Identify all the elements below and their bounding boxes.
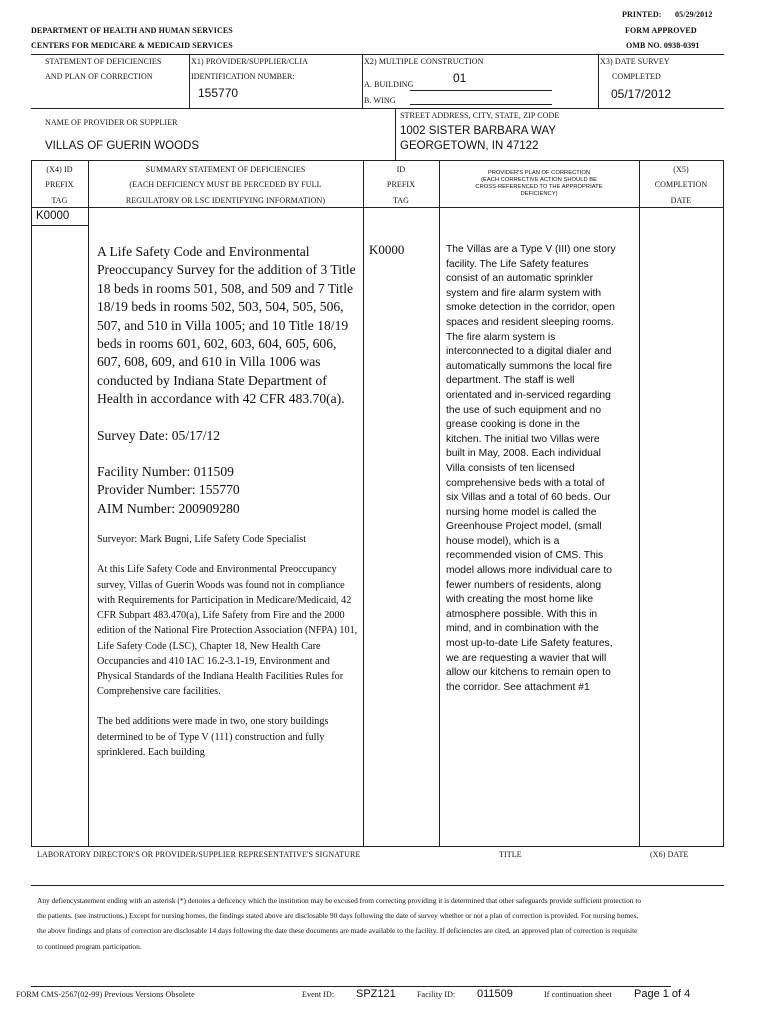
- form-approved: FORM APPROVED: [625, 26, 697, 35]
- page-number: Page 1 of 4: [634, 988, 691, 1000]
- continuation-label: If continuation sheet: [544, 990, 612, 999]
- aim-number: AIM Number: 200909280: [97, 500, 240, 516]
- address-line-1: 1002 SISTER BARBARA WAY: [400, 125, 556, 137]
- statement-label-1: STATEMENT OF DEFICIENCIES: [45, 57, 162, 66]
- summary-header-3: REGULATORY OR LSC IDENTIFYING INFORMATION): [125, 196, 326, 205]
- x5-header-3: DATE: [670, 196, 692, 205]
- x1-label-2: IDENTIFICATION NUMBER:: [191, 72, 295, 81]
- signature-label: LABORATORY DIRECTOR'S OR PROVIDER/SUPPLIER REPRESENTATIVE'S SIGNATURE: [37, 850, 361, 859]
- provider-name-value: VILLAS OF GUERIN WOODS: [45, 140, 199, 152]
- omb-number: OMB NO. 0938-0391: [626, 41, 700, 50]
- x3-label-1: X3) DATE SURVEY: [600, 57, 670, 66]
- address-line-2: GEORGETOWN, IN 47122: [400, 140, 539, 152]
- form-number: FORM CMS-2567(02-99) Previous Versions Obsolete: [16, 990, 195, 999]
- provider-number: Provider Number: 155770: [97, 482, 240, 498]
- summary-statement: [97, 243, 359, 760]
- x4-header-2: PREFIX: [45, 180, 74, 189]
- event-id-value: SPZ121: [356, 988, 396, 1000]
- address-label: STREET ADDRESS, CITY, STATE, ZIP CODE: [400, 111, 560, 120]
- facility-id-label: Facility ID:: [417, 990, 456, 999]
- x1-label-1: X1) PROVIDER/SUPPLIER/CLIA: [191, 57, 309, 66]
- department-title: DEPARTMENT OF HEALTH AND HUMAN SERVICES: [31, 26, 233, 35]
- summary-building-info: The bed additions were made in two, one story buildings determined to be of Type V (111) construction and fully sprinklered. Each building: [97, 716, 329, 758]
- signature-date-label: (X6) DATE: [650, 850, 689, 859]
- survey-completed-date: 05/17/2012: [611, 87, 672, 101]
- x4-header-3: TAG: [51, 196, 68, 205]
- statement-label-2: AND PLAN OF CORRECTION: [45, 72, 153, 81]
- disclaimer: Any defiencystatement ending with an asterisk (*) denotes a deficency which the institution may be excused from correcting providing it is determined that other safeguards provide sufficient protection to the patients. (see instructions.) Except for nursing homes, the findings stated above are disclosable 90 days following the date of survey whether or not a plan of correction is provided. For nursing homes, the above findings and plans of correction are disclosable 14 days following the date these documents are made available to the facility. If deficiencies are cited, an approved plan of correction is requisite to continued program participation.: [37, 896, 642, 951]
- provider-id-value: 155770: [198, 86, 239, 100]
- surveyor: Surveyor: Mark Bugni, Life Safety Code Specialist: [97, 534, 307, 546]
- event-id-label: Event ID:: [302, 990, 335, 999]
- x5-header-2: COMPLETION: [654, 180, 708, 189]
- id-header-2: PREFIX: [386, 180, 416, 189]
- x3-label-2: COMPLETED: [612, 72, 661, 81]
- printed-label: PRINTED:: [622, 10, 662, 19]
- summary-header-1: SUMMARY STATEMENT OF DEFICIENCIES: [145, 165, 306, 174]
- summary-findings: At this Life Safety Code and Environmental Preoccupancy survey, Villas of Guerin Woods was found not in compliance with Requirements for Participation in Medicare/Medicaid, 42 CFR Subpart 483.470(a), Life Safety from Fire and the 2000 edition of the National Fire Protection Association (NFPA) 101, Life Safety Code (LSC), Chapter 18, New Health Care Occupancies and 410 IAC 16.2-3.1-19, Environment and Physical Standards of the Indiana Health Facilities Rules for Comprehensive care facilities.: [97, 564, 358, 698]
- x2-label: X2) MULTIPLE CONSTRUCTION: [364, 57, 484, 66]
- x4-header-1: (X4) ID: [46, 165, 73, 174]
- summary-intro: A Life Safety Code and Environmental Preoccupancy Survey for the addition of 3 Title 18 beds in rooms 501, 508, and 509 and 7 Title 18/19 beds in rooms 502, 503, 504, 505, 506, 507, and 510 in Villa 1005; and 10 Title 18/19 beds in rooms 601, 602, 603, 604, 605, 606, 607, 608, 609, and 610 in Villa 1006 was conducted by Indiana State Department of Health in accordance with 42 CFR 483.70(a).: [97, 244, 356, 407]
- survey-date: Survey Date: 05/17/12: [97, 427, 221, 443]
- plan-header: PROVIDER'S PLAN OF CORRECTION (EACH CORRECTIVE ACTION SHOULD BE CROSS-REFERENCED TO THE APPROPRIATE DEFICIENCY): [475, 170, 603, 197]
- x5-header-1: (X5): [673, 165, 689, 174]
- id-header-3: TAG: [392, 196, 410, 205]
- right-prefix-tag: K0000: [369, 242, 405, 257]
- provider-name-label: NAME OF PROVIDER OR SUPPLIER: [45, 118, 178, 127]
- facility-id-value: 011509: [477, 988, 513, 1000]
- facility-number: Facility Number: 011509: [97, 464, 234, 480]
- building-label: A. BUILDING: [364, 80, 414, 89]
- plan-of-correction: The Villas are a Type V (III) one story facility. The Life Safety features consist of an automatic sprinkler system and fire alarm system with smoke detection in the corridor, open spaces and resident sleeping rooms. The fire alarm system is interconnected to a digital dialer and automatically summons the local fire department. The staff is well orientated and in-serviced regarding the use of such equipment and no grease cooking is done in the kitchen. The initial two Villas were built in May, 2008. Each individual Villa consists of ten licensed comprehensive beds with a total of six Villas and a total of 60 beds. Our nursing home model is called the Greenhouse Project model, (small house model), which is a recommended vision of CMS. This model allows more individual care to fewer numbers of residents, along with creating the most home like atmosphere possible. With this in mind, and in combination with the most up-to-date Life Safety features, we are requesting a wavier that will allow our kitchens to remain open to the corridor. See attachment #1: [446, 244, 616, 693]
- centers-title: CENTERS FOR MEDICARE & MEDICAID SERVICES: [31, 41, 233, 50]
- id-header-1: ID: [396, 165, 406, 174]
- summary-header-2: (EACH DEFICIENCY MUST BE PERCEDED BY FULL: [129, 180, 322, 189]
- building-value: 01: [453, 71, 467, 85]
- title-label: TITLE: [499, 850, 522, 859]
- left-prefix-tag: K0000: [36, 210, 70, 222]
- printed-date: 05/29/2012: [675, 10, 713, 19]
- wing-label: B. WING: [364, 96, 396, 105]
